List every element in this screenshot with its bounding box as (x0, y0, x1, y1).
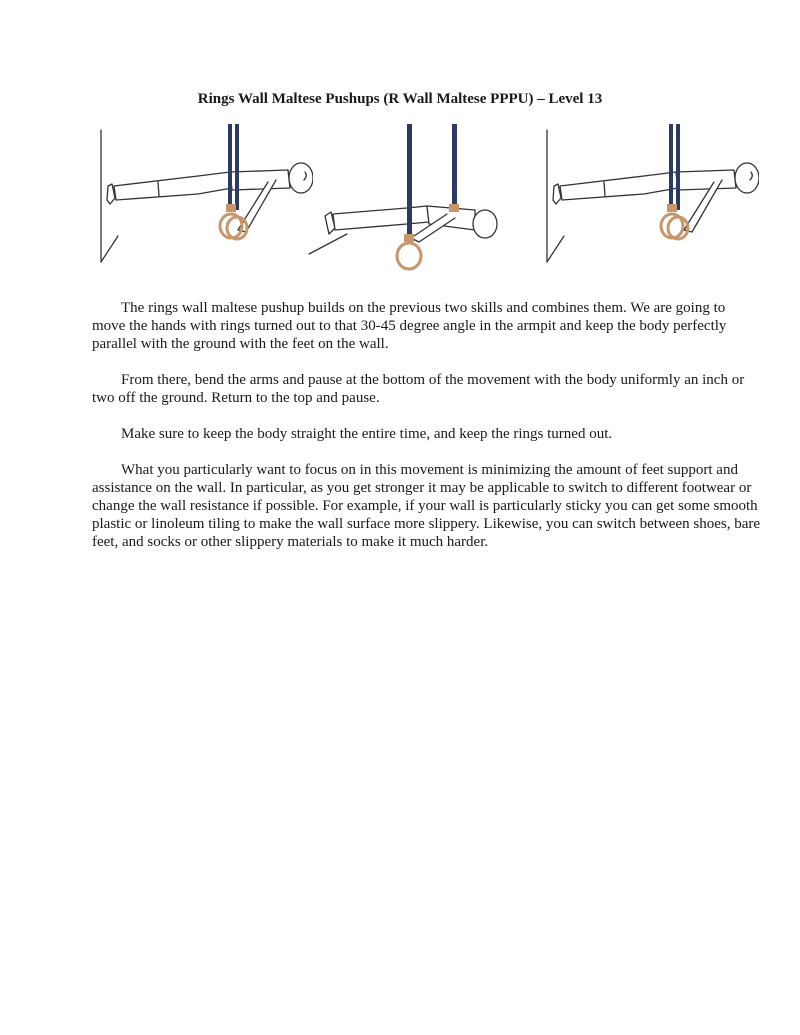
body-text (92, 299, 760, 569)
page-title: Rings Wall Maltese Pushups (R Wall Maltese PPPU) – Level 13 (197, 91, 603, 107)
paragraph-body-straight: Make sure to keep the body straight the entire time, and keep the rings turned out. (121, 426, 613, 442)
paragraph-bottom-position: From there, bend the arms and pause at the bottom of the movement with the body uniformly an inch or two off the ground. Return to the top and pause. (92, 372, 745, 406)
wall-maltese-top-illustration-repeat (544, 124, 759, 280)
illustration-row (92, 124, 762, 280)
figure-top-position-repeat (544, 124, 759, 280)
figure-bottom-position (307, 124, 507, 280)
paragraph-feet-support: What you particularly want to focus on in this movement is minimizing the amount of feet support and assistance on the wall. In particular, as you get stronger it may be applicable to switch to different footwear or change the wall resistance if possible. For example, if your wall is particularly sticky you can get some smooth plastic or linoleum tiling to make the wall surface more slippery. Likewise, you can switch between shoes, bare feet, and socks or other slippery materials to make it much harder. (92, 462, 760, 550)
figure-top-position (98, 124, 313, 280)
wall-maltese-top-illustration (98, 124, 313, 280)
paragraph-intro: The rings wall maltese pushup builds on the previous two skills and combines them. We are going to move the hands with rings turned out to that 30-45 degree angle in the armpit and keep the body perfectly parallel with the ground with the feet on the wall. (92, 300, 727, 352)
wall-maltese-bottom-illustration (307, 124, 507, 280)
